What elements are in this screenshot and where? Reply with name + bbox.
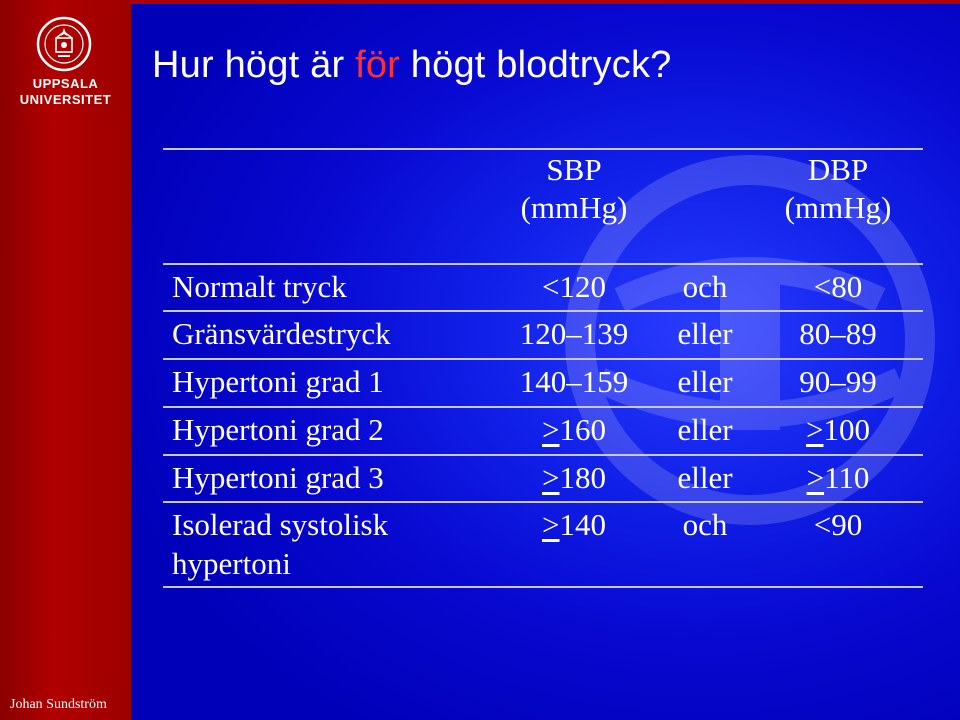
dbp-value: <80 xyxy=(813,269,863,304)
dbp-value: 110 xyxy=(824,460,870,495)
row-dbp xyxy=(768,506,908,544)
sbp-prefix: > xyxy=(542,507,560,542)
sbp-value: 180 xyxy=(559,460,606,495)
row-sbp xyxy=(506,506,642,544)
row-dbp xyxy=(768,363,908,401)
row-label: Hypertoni grad 2 xyxy=(172,412,384,447)
title-part1: Hur högt är xyxy=(152,44,356,86)
row-label: Normalt tryck xyxy=(172,269,347,304)
dbp-value: 90–99 xyxy=(799,364,877,399)
sbp-value: 140–159 xyxy=(519,364,629,399)
table-header-line xyxy=(163,263,923,265)
table-bottom-line xyxy=(163,586,923,588)
university-seal-icon xyxy=(36,16,92,72)
sbp-value: 160 xyxy=(559,412,606,447)
row-sbp xyxy=(506,459,642,497)
dbp-header-line2: (mmHg) xyxy=(784,190,892,225)
dbp-value: 80–89 xyxy=(799,316,877,351)
dbp-prefix: > xyxy=(806,460,825,495)
row-label: Hypertoni grad 1 xyxy=(172,364,384,399)
sbp-header-line1: SBP xyxy=(546,152,602,187)
university-name-line1: UPPSALA xyxy=(32,76,99,91)
row-sbp xyxy=(506,411,642,449)
sbp-value: 120–139 xyxy=(519,316,629,351)
row-label: Isolerad systolisk xyxy=(172,507,389,542)
row-label: Gränsvärdestryck xyxy=(172,316,391,351)
university-name-line2: UNIVERSITET xyxy=(19,92,112,107)
row-conjunction: eller xyxy=(677,316,733,351)
row-divider xyxy=(163,454,923,456)
row-divider xyxy=(163,406,923,408)
dbp-prefix: > xyxy=(806,412,824,447)
dbp-value: <90 xyxy=(813,507,863,542)
row-dbp xyxy=(768,315,908,353)
row-conjunction: eller xyxy=(677,412,733,447)
sidebar xyxy=(0,0,131,720)
row-conjunction: och xyxy=(682,269,728,304)
row-divider xyxy=(163,310,923,312)
top-strip xyxy=(131,0,960,4)
sbp-header-line2: (mmHg) xyxy=(520,190,628,225)
sbp-value: 140 xyxy=(559,507,606,542)
sbp-header xyxy=(496,151,652,227)
dbp-header-line1: DBP xyxy=(807,152,869,187)
dbp-value: 100 xyxy=(823,412,870,447)
row-dbp xyxy=(768,459,908,497)
title-part2: högt blodtryck? xyxy=(400,44,672,86)
slide-title xyxy=(152,44,671,87)
sbp-prefix: > xyxy=(542,412,560,447)
author-footer: Johan Sundström xyxy=(10,697,107,712)
row-dbp xyxy=(768,268,908,306)
dbp-header xyxy=(758,151,918,227)
row-dbp xyxy=(768,411,908,449)
row-label-line2: hypertoni xyxy=(172,546,291,581)
row-sbp xyxy=(506,363,642,401)
row-sbp xyxy=(506,268,642,306)
row-divider xyxy=(163,501,923,503)
sbp-value: <120 xyxy=(542,269,606,304)
sbp-prefix: > xyxy=(542,460,560,495)
table-top-line xyxy=(163,148,923,150)
title-accent-word: för xyxy=(355,44,401,86)
row-label: Hypertoni grad 3 xyxy=(172,460,384,495)
row-conjunction: och xyxy=(682,507,728,542)
row-sbp xyxy=(506,315,642,353)
row-conjunction: eller xyxy=(677,460,733,495)
row-conjunction: eller xyxy=(677,364,733,399)
row-divider xyxy=(163,358,923,360)
